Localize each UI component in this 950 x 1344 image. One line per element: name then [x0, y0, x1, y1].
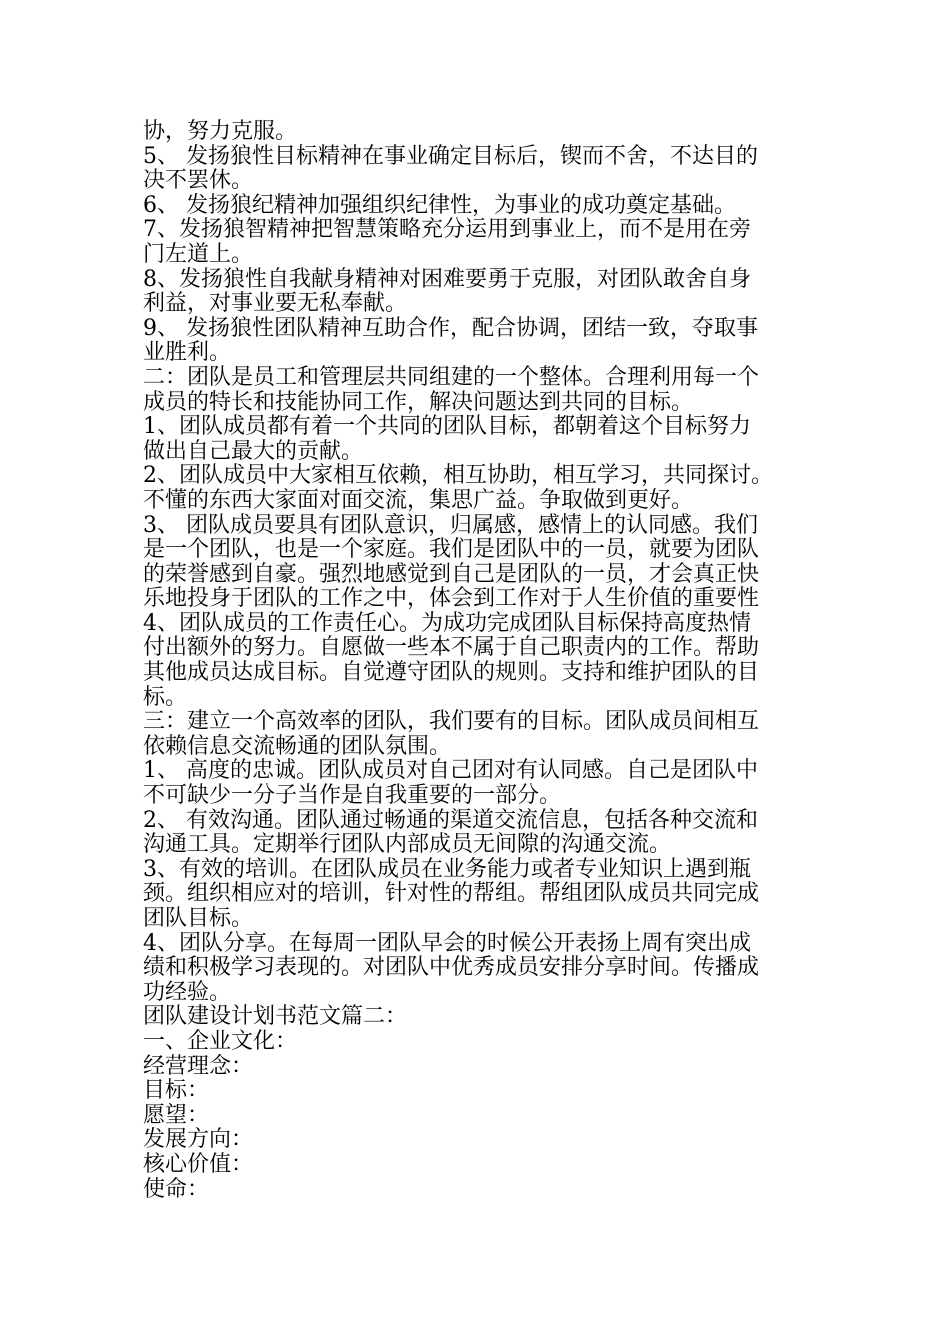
text-line: 不可缺少一分子当作是自我重要的一部分。	[143, 783, 562, 809]
article-subtitle: 团队建设计划书范文篇二：	[143, 1004, 408, 1030]
text-line: 沟通工具。定期举行团队内部成员无间隙的沟通交流。	[143, 832, 672, 858]
text-line: 功经验。	[143, 979, 232, 1005]
field-label: 目标：	[143, 1078, 210, 1104]
text-line: 1、团队成员都有着一个共同的团队目标，都朝着这个目标努力	[143, 414, 751, 440]
text-line: 8、发扬狼性自我献身精神对困难要勇于克服，对团队敢舍自身	[143, 266, 751, 292]
text-line: 6、 发扬狼纪精神加强组织纪律性，为事业的成功奠定基础。	[143, 192, 736, 218]
text-line: 2、团队成员中大家相互依赖，相互协助，相互学习，共同探讨。	[143, 463, 773, 489]
text-line: 团队目标。	[143, 906, 254, 931]
text-line: 标。	[143, 684, 188, 710]
text-line: 的荣誉感到自豪。强烈地感觉到自己是团队的一员，才会真正快	[143, 561, 760, 587]
text-line: 4、团队分享。在每周一团队早会的时候公开表扬上周有突出成	[143, 930, 751, 956]
text-line: 1、 高度的忠诚。团队成员对自己团对有认同感。自己是团队中	[143, 758, 758, 784]
text-line: 4、团队成员的工作责任心。为成功完成团队目标保持高度热情	[143, 610, 751, 636]
text-line: 2、 有效沟通。团队通过畅通的渠道交流信息，包括各种交流和	[143, 807, 758, 833]
text-line: 决不罢休。	[143, 168, 254, 194]
text-line: 是一个团队，也是一个家庭。我们是团队中的一员，就要为团队	[143, 537, 760, 563]
text-line: 其他成员达成目标。自觉遵守团队的规则。支持和维护团队的目	[143, 660, 760, 686]
text-line: 9、 发扬狼性团队精神互助合作，配合协调，团结一致，夺取事	[143, 315, 758, 341]
text-line: 成员的特长和技能协同工作，解决问题达到共同的目标。	[143, 389, 694, 415]
text-line: 绩和积极学习表现的。对团队中优秀成员安排分享时间。传播成	[143, 955, 760, 981]
text-line: 不懂的东西大家面对面交流，集思广益。争取做到更好。	[143, 487, 694, 513]
text-line: 付出额外的努力。自愿做一些本不属于自己职责内的工作。帮助	[143, 635, 760, 661]
field-label: 愿望：	[143, 1102, 210, 1128]
section-heading: 一、企业文化：	[143, 1028, 298, 1054]
text-line: 5、 发扬狼性目标精神在事业确定目标后，锲而不舍，不达目的	[143, 143, 758, 169]
text-line: 利益，对事业要无私奉献。	[143, 291, 408, 317]
field-label: 使命：	[143, 1176, 210, 1202]
text-line: 做出自己最大的贡献。	[143, 438, 364, 464]
field-label: 核心价值：	[143, 1151, 254, 1177]
text-line: 3、 团队成员要具有团队意识，归属感，感情上的认同感。我们	[143, 512, 758, 538]
text-line: 7、发扬狼智精神把智慧策略充分运用到事业上，而不是用在旁	[143, 217, 751, 243]
text-line: 颈。组织相应对的培训，针对性的帮组。帮组团队成员共同完成	[143, 881, 760, 907]
field-label: 发展方向：	[143, 1127, 254, 1153]
text-line: 协，努力克服。	[143, 119, 298, 144]
text-line: 乐地投身于团队的工作之中，体会到工作对于人生价值的重要性	[143, 586, 760, 612]
section-heading: 二：团队是员工和管理层共同组建的一个整体。合理利用每一个	[143, 364, 760, 390]
section-heading: 三：建立一个高效率的团队，我们要有的目标。团队成员间相互	[143, 709, 760, 735]
text-line: 3、有效的培训。在团队成员在业务能力或者专业知识上遇到瓶	[143, 856, 751, 882]
field-label: 经营理念：	[143, 1053, 254, 1079]
text-line: 依赖信息交流畅通的团队氛围。	[143, 733, 452, 759]
text-line: 业胜利。	[143, 340, 232, 366]
text-line: 门左道上。	[143, 241, 254, 267]
document-body	[143, 120, 815, 1202]
